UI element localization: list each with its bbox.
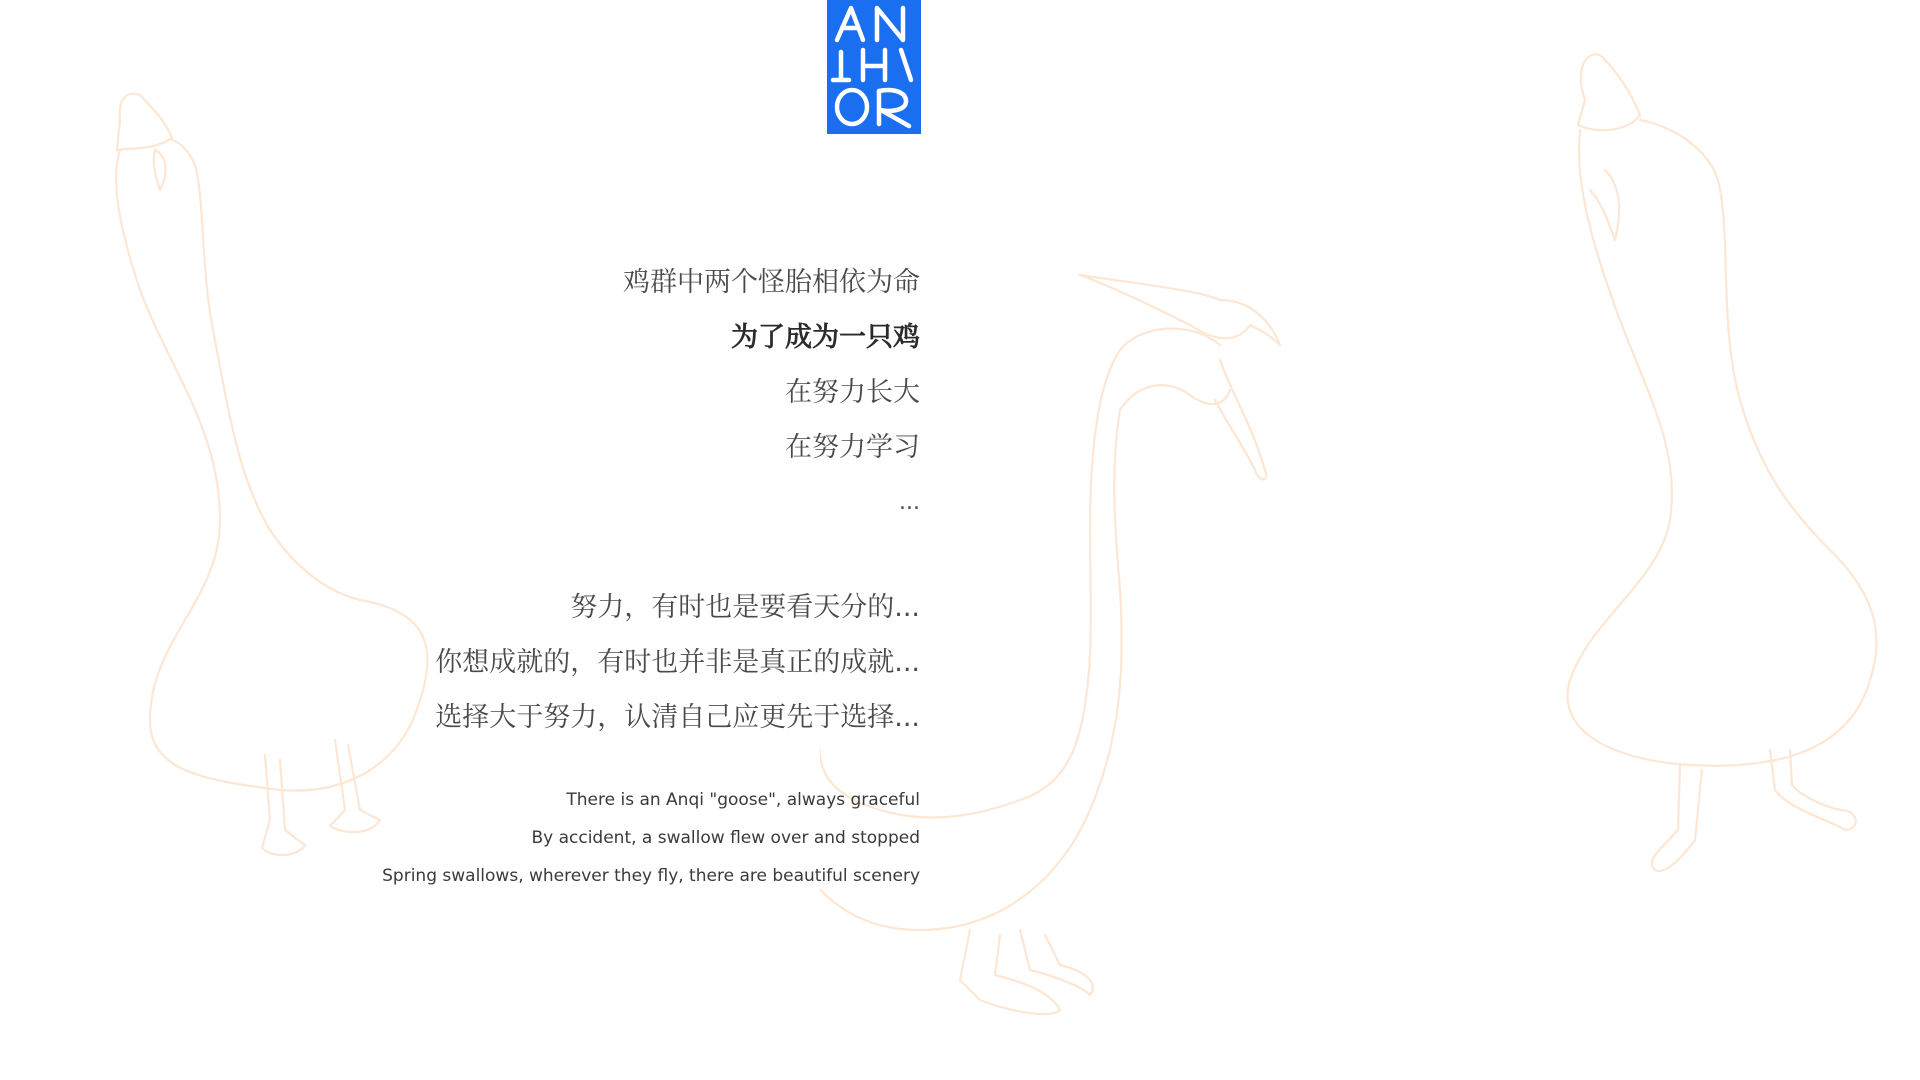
anqi-logo-icon <box>827 0 921 134</box>
stanza-gap <box>280 530 920 580</box>
english-line-3: Spring swallows, wherever they fly, there are beautiful scenery <box>382 866 920 886</box>
poem-block <box>280 255 920 895</box>
poem-line-4: 在努力学习 <box>785 432 920 463</box>
poem-ellipsis: ... <box>899 490 920 515</box>
english-line-2: By accident, a swallow flew over and stopped <box>531 828 920 848</box>
brand-logo <box>827 0 921 134</box>
goose-outline-right-icon <box>1530 40 1920 880</box>
reflection-line-1: 努力，有时也是要看天分的... <box>570 592 920 623</box>
poem-line-3: 在努力长大 <box>785 377 920 408</box>
poem-line-1: 鸡群中两个怪胎相依为命 <box>623 267 920 298</box>
english-gap <box>280 745 920 781</box>
reflection-line-2: 你想成就的，有时也并非是真正的成就... <box>435 647 920 678</box>
english-line-1: There is an Anqi "goose", always graceful <box>566 790 920 810</box>
reflection-line-3: 选择大于努力，认清自己应更先于选择... <box>435 702 920 733</box>
poem-line-2: 为了成为一只鸡 <box>731 322 920 353</box>
